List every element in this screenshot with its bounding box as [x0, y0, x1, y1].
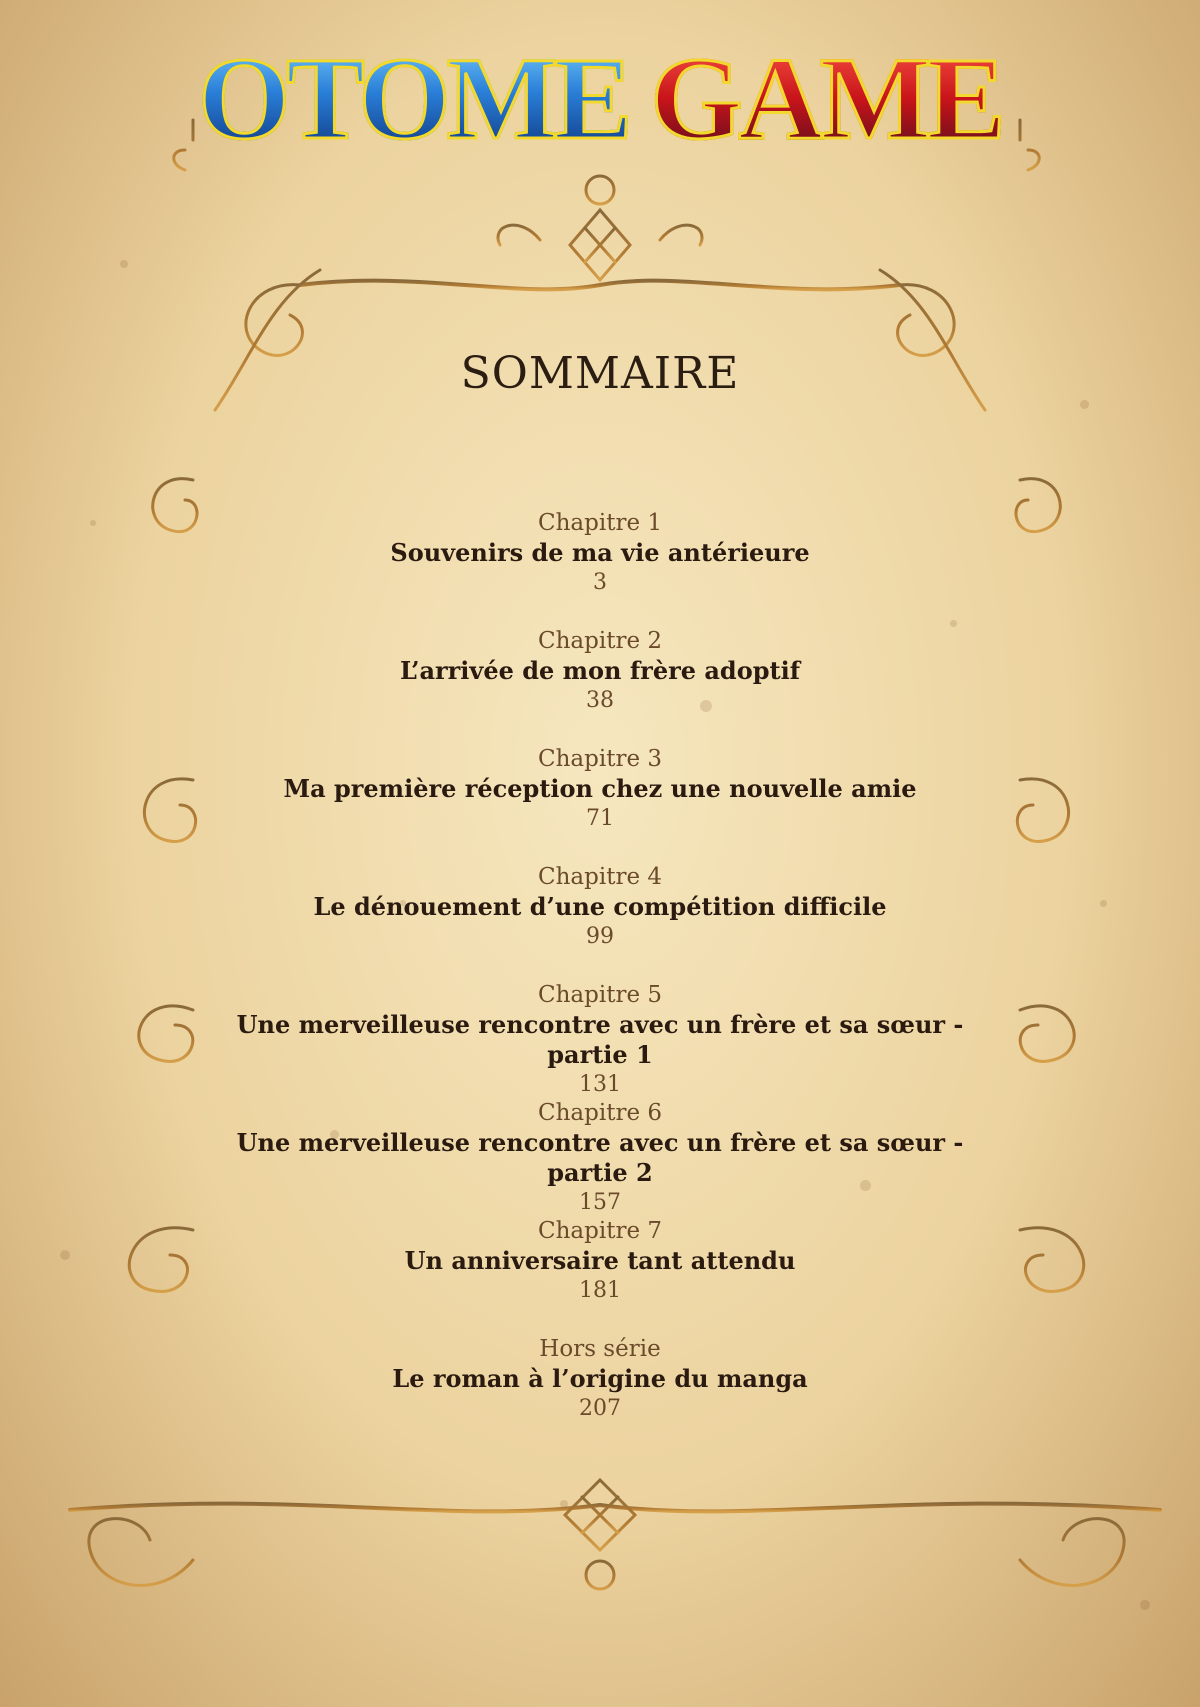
toc-entry[interactable] [200, 508, 1000, 626]
logo-word-otome: OTOME [198, 33, 629, 164]
toc-entry[interactable] [200, 862, 1000, 980]
chapter-title: Un anniversaire tant attendu [404, 1246, 796, 1275]
toc-heading: SOMMAIRE [460, 348, 740, 399]
chapter-label: Chapitre 4 [538, 864, 662, 890]
page-number: 131 [579, 1072, 621, 1097]
table-of-contents [200, 508, 1000, 1452]
chapter-title: Le dénouement d’une compétition difficile [313, 892, 887, 921]
toc-entry[interactable] [200, 1334, 1000, 1452]
toc-entry[interactable] [200, 626, 1000, 744]
chapter-title: Le roman à l’origine du manga [392, 1364, 808, 1393]
chapter-label: Chapitre 2 [538, 628, 662, 654]
toc-entry[interactable] [200, 1098, 1000, 1216]
chapter-label: Chapitre 6 [538, 1100, 662, 1126]
chapter-title: Une merveilleuse rencontre avec un frère et sa sœur - partie 2 [236, 1128, 964, 1187]
page-number: 207 [579, 1396, 621, 1421]
page-number: 157 [579, 1190, 621, 1215]
page-number: 71 [586, 806, 614, 831]
chapter-title: Une merveilleuse rencontre avec un frère et sa sœur - partie 1 [236, 1010, 964, 1069]
toc-entry[interactable] [200, 744, 1000, 862]
page-number: 99 [586, 924, 614, 949]
toc-entry[interactable] [200, 1216, 1000, 1334]
series-logo [0, 33, 1200, 164]
page-number: 38 [586, 688, 614, 713]
page-number: 3 [593, 570, 607, 595]
chapter-label: Hors série [539, 1336, 661, 1362]
chapter-title: Souvenirs de ma vie antérieure [390, 538, 810, 567]
chapter-label: Chapitre 5 [538, 982, 662, 1008]
chapter-title: Ma première réception chez une nouvelle amie [283, 774, 917, 803]
chapter-label: Chapitre 7 [538, 1218, 662, 1244]
toc-entry[interactable] [200, 980, 1000, 1098]
chapter-label: Chapitre 1 [538, 510, 662, 536]
page-number: 181 [579, 1278, 621, 1303]
chapter-label: Chapitre 3 [538, 746, 662, 772]
logo-word-game: GAME [650, 33, 1002, 164]
chapter-title: L’arrivée de mon frère adoptif [399, 656, 801, 685]
